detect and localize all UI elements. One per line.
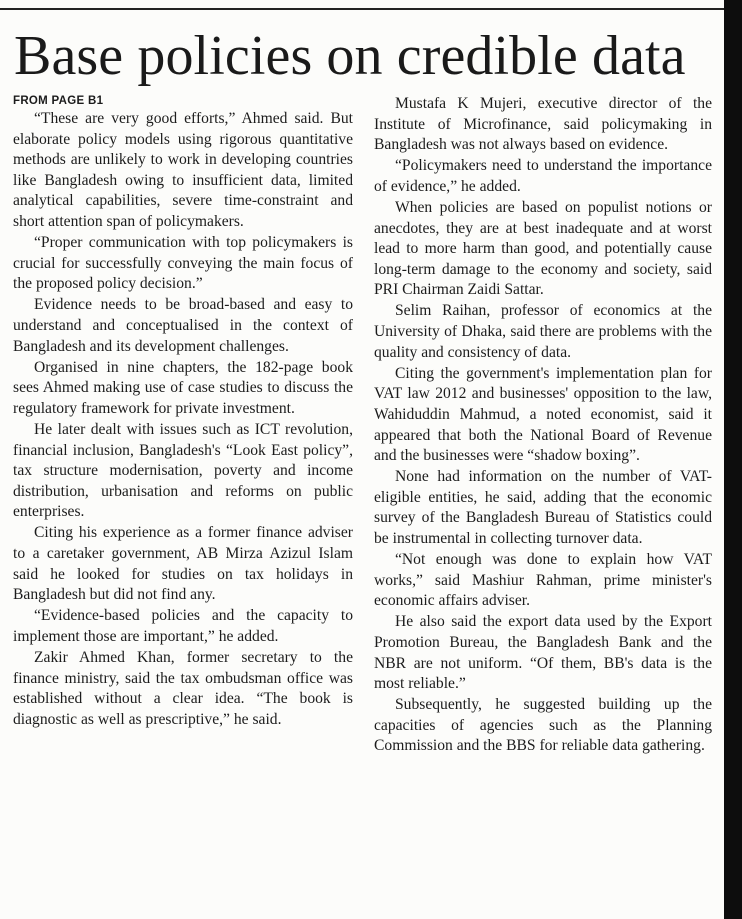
paragraph: Citing the government's implementation plan for VAT law 2012 and businesses' opposition to the law, Wahiduddin Mahmud, a noted economist, said it appeared that both the National Board of Revenue and the businesses were “shadow boxing”. bbox=[374, 364, 712, 465]
paragraph: Selim Raihan, professor of economics at the University of Dhaka, said there are problems with the quality and consistency of data. bbox=[374, 302, 712, 361]
paragraph: He later dealt with issues such as ICT revolution, financial inclusion, Bangladesh's “Look East policy”, tax structure modernisation, poverty and income distribution, urbanisation and reforms on public enterprises. bbox=[13, 420, 353, 521]
paragraph: Mustafa K Mujeri, executive director of the Institute of Microfinance, said policymaking in Bangladesh was not always based on evidence. bbox=[374, 95, 712, 154]
top-rule bbox=[0, 8, 742, 10]
paragraph: He also said the export data used by the Export Promotion Bureau, the Bangladesh Bank and the NBR are not uniform. “Of them, BB's data is the most reliable.” bbox=[374, 613, 712, 693]
paragraph: When policies are based on populist notions or anecdotes, they are at best inadequate and at worst lead to more harm than good, and potentially cause long-term damage to the economy and society, said PRI Chairman Zaidi Sattar. bbox=[374, 198, 712, 299]
paragraph: Zakir Ahmed Khan, former secretary to the finance ministry, said the tax ombudsman office was established without a clear idea. “The book is diagnostic as well as prescriptive,” he said. bbox=[13, 648, 353, 728]
article-column-left bbox=[13, 94, 353, 730]
paragraph: “Policymakers need to understand the importance of evidence,” he added. bbox=[374, 157, 712, 195]
page-edge-bar bbox=[724, 0, 742, 919]
article-headline: Base policies on credible data bbox=[14, 25, 686, 87]
paragraph: Subsequently, he suggested building up the capacities of agencies such as the Planning Commission and the BBS for reliable data gathering. bbox=[374, 696, 712, 755]
paragraph: None had information on the number of VAT-eligible entities, he said, adding that the economic survey of the Bangladesh Bureau of Statistics could be instrumental in collecting turnover data. bbox=[374, 468, 712, 547]
article-column-right bbox=[374, 94, 712, 757]
paragraph: Evidence needs to be broad-based and easy to understand and conceptualised in the context of Bangladesh and its development challenges. bbox=[13, 296, 353, 355]
paragraph: “Proper communication with top policymakers is crucial for successfully conveying the main focus of the proposed policy decision.” bbox=[13, 234, 353, 293]
paragraph: “These are very good efforts,” Ahmed said. But elaborate policy models using rigorous quantitative methods are unlikely to work in developing countries like Bangladesh owing to insufficient data, limited analytical capabilities, severe time-constraint and short attention span of policymakers. bbox=[13, 110, 353, 230]
dateline: FROM PAGE B1 bbox=[13, 95, 104, 107]
paragraph: “Not enough was done to explain how VAT works,” said Mashiur Rahman, prime minister's economic affairs adviser. bbox=[374, 551, 712, 610]
paragraph: Citing his experience as a former finance adviser to a caretaker government, AB Mirza Azizul Islam said he looked for studies on tax holidays in Bangladesh but did not find any. bbox=[13, 524, 353, 604]
paragraph: “Evidence-based policies and the capacity to implement those are important,” he added. bbox=[13, 607, 353, 645]
paragraph: Organised in nine chapters, the 182-page book sees Ahmed making use of case studies to discuss the regulatory framework for private investment. bbox=[13, 358, 353, 417]
